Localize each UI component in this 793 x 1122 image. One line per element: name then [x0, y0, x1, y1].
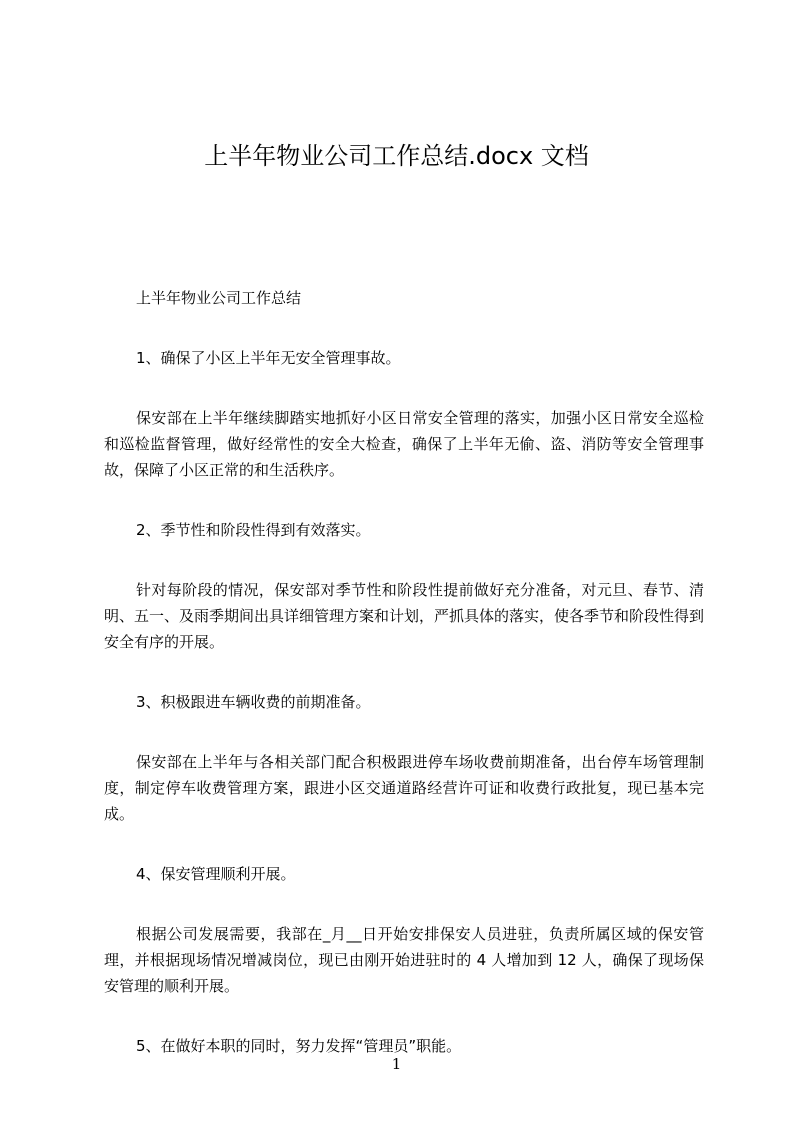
page-number: 1 — [391, 1055, 402, 1073]
document-subtitle: 上半年物业公司工作总结 — [136, 289, 302, 307]
section-3-body: 保安部在上半年与各相关部门配合积极跟进停车场收费前期准备，出台停车场管理制度，制定停车收费管理方案，跟进小区交通道路经营许可证和收费行政批复，现已基本完成。 — [104, 753, 704, 823]
section-4-body: 根据公司发展需要，我部在_月__日开始安排保安人员进驻，负责所属区域的保安管理，并根据现场情况增减岗位，现已由刚开始进驻时的 4 人增加到 12 人，确保了现场保安管理的顺利开展。 — [104, 925, 704, 995]
section-2-body: 针对每阶段的情况，保安部对季节性和阶段性提前做好充分准备，对元旦、春节、清明、五一、及雨季期间出具详细管理方案和计划，严抓具体的落实，使各季节和阶段性得到安全有序的开展。 — [104, 581, 705, 651]
section-2-heading: 2、季节性和阶段性得到有效落实。 — [136, 521, 371, 539]
section-4-heading: 4、保安管理顺利开展。 — [136, 865, 296, 883]
document-body — [104, 285, 704, 1059]
document-title: 上半年物业公司工作总结.docx 文档 — [204, 142, 589, 170]
section-1-body: 保安部在上半年继续脚踏实地抓好小区日常安全管理的落实，加强小区日常安全巡检和巡检监督管理，做好经常性的安全大检查，确保了上半年无偷、盗、消防等安全管理事故，保障了小区正常的和生活秩序。 — [104, 409, 704, 479]
section-1-heading: 1、确保了小区上半年无安全管理事故。 — [136, 349, 401, 367]
section-5-heading: 5、在做好本职的同时，努力发挥“管理员”职能。 — [136, 1037, 462, 1055]
section-3-heading: 3、积极跟进车辆收费的前期准备。 — [136, 693, 371, 711]
